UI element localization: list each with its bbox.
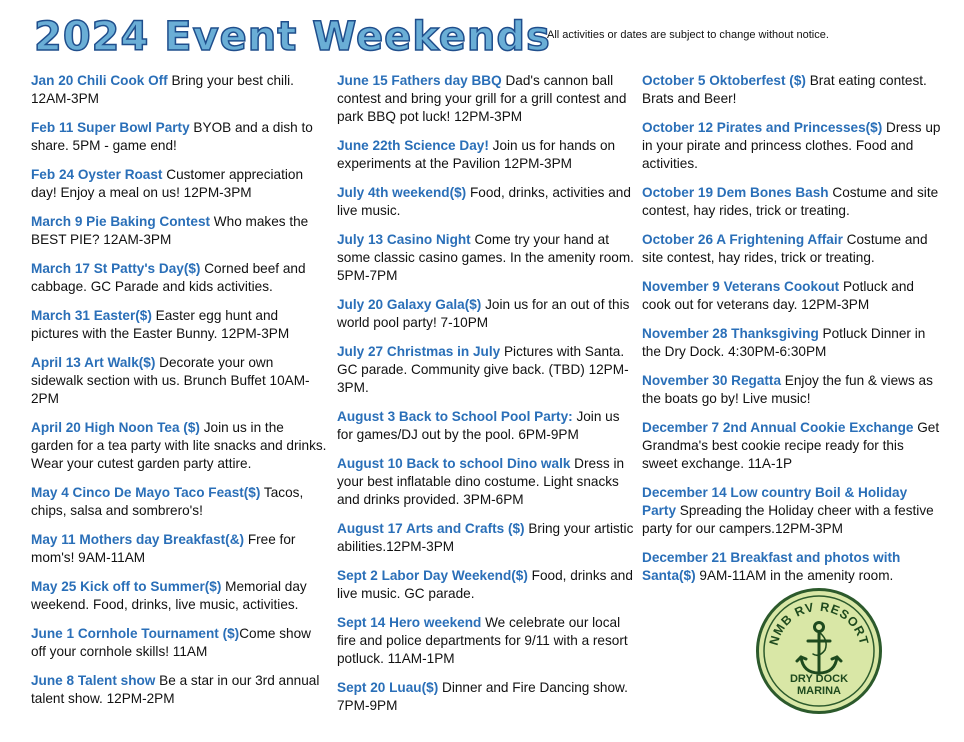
- event-name: June 22th Science Day!: [337, 138, 489, 153]
- event-description: Be a star in our 3rd annual talent show. 12PM-2PM: [31, 673, 320, 706]
- seal-line-1: DRY DOCK: [789, 673, 849, 685]
- event-description: Memorial day weekend. Food, drinks, live music, activities.: [31, 579, 307, 612]
- event-description: Spreading the Holiday cheer with a festive party for our campers.12PM-3PM: [642, 503, 934, 536]
- event-description: Food, drinks, activities and live music.: [337, 185, 631, 218]
- event-item: [337, 614, 635, 668]
- event-description: Who makes the BEST PIE? 12AM-3PM: [31, 214, 309, 247]
- event-item: [337, 231, 635, 285]
- event-item: [642, 419, 942, 473]
- event-name: August 17 Arts and Crafts ($): [337, 521, 525, 536]
- event-description: Join us for games/DJ out by the pool. 6PM-9PM: [337, 409, 620, 442]
- event-item: [31, 72, 327, 108]
- event-name: Feb 11 Super Bowl Party: [31, 120, 190, 135]
- event-item: [337, 296, 635, 332]
- event-description: Dress in your best inflatable dino costume. Light snacks and drinks provided. 3PM-6PM: [337, 456, 625, 507]
- event-name: June 1 Cornhole Tournament ($): [31, 626, 240, 641]
- event-description: Come try your hand at some classic casino games. In the amenity room. 5PM-7PM: [337, 232, 634, 283]
- event-name: April 13 Art Walk($): [31, 355, 156, 370]
- event-item: [31, 260, 327, 296]
- event-description: Corned beef and cabbage. GC Parade and kids activities.: [31, 261, 306, 294]
- event-name: May 25 Kick off to Summer($): [31, 579, 222, 594]
- event-name: Sept 20 Luau($): [337, 680, 439, 695]
- event-description: Decorate your own sidewalk section with us. Brunch Buffet 10AM-2PM: [31, 355, 310, 406]
- event-name: Sept 2 Labor Day Weekend($): [337, 568, 528, 583]
- event-item: [642, 549, 942, 585]
- event-item: [337, 343, 635, 397]
- event-description: Potluck and cook out for veterans day. 12PM-3PM: [642, 279, 914, 312]
- anchor-logo-icon: [759, 591, 879, 711]
- event-description: Brat eating contest. Brats and Beer!: [642, 73, 927, 106]
- event-name: November 30 Regatta: [642, 373, 782, 388]
- event-description: BYOB and a dish to share. 5PM - game end!: [31, 120, 313, 153]
- event-item: [642, 184, 942, 220]
- event-item: [642, 72, 942, 108]
- event-description: Get Grandma's best cookie recipe ready for this sweet exchange. 11A-1P: [642, 420, 940, 471]
- event-item: [337, 567, 635, 603]
- event-description: Costume and site contest, hay rides, trick or treating.: [642, 232, 928, 265]
- event-name: May 11 Mothers day Breakfast(&): [31, 532, 245, 547]
- event-item: [31, 484, 327, 520]
- event-description: Dress up in your pirate and princess clothes. Food and activities.: [642, 120, 941, 171]
- seal-top-text: NMB RV RESORT: [766, 599, 872, 647]
- event-item: [31, 419, 327, 473]
- event-description: Costume and site contest, hay rides, trick or treating.: [642, 185, 939, 218]
- event-name: October 19 Dem Bones Bash: [642, 185, 829, 200]
- event-item: [31, 213, 327, 249]
- event-name: December 21 Breakfast and photos with Santa($): [642, 550, 901, 583]
- event-name: June 8 Talent show: [31, 673, 156, 688]
- event-name: April 20 High Noon Tea ($): [31, 420, 200, 435]
- event-name: March 31 Easter($): [31, 308, 152, 323]
- event-name: December 14 Low country Boil & Holiday Party: [642, 485, 908, 518]
- event-name: August 3 Back to School Pool Party:: [337, 409, 573, 424]
- event-description: Potluck Dinner in the Dry Dock. 4:30PM-6:30PM: [642, 326, 926, 359]
- event-description: Come show off your cornhole skills! 11AM: [31, 626, 311, 659]
- event-item: [642, 278, 942, 314]
- event-item: [31, 166, 327, 202]
- event-name: March 9 Pie Baking Contest: [31, 214, 211, 229]
- event-name: June 15 Fathers day BBQ: [337, 73, 502, 88]
- event-description: Food, drinks and live music. GC parade.: [337, 568, 633, 601]
- event-name: October 12 Pirates and Princesses($): [642, 120, 883, 135]
- event-item: [31, 625, 327, 661]
- event-item: [642, 231, 942, 267]
- event-description: Bring your best chili. 12AM-3PM: [31, 73, 294, 106]
- event-description: 9AM-11AM in the amenity room.: [695, 568, 894, 583]
- event-item: [337, 72, 635, 126]
- event-name: October 5 Oktoberfest ($): [642, 73, 806, 88]
- event-description: Free for mom's! 9AM-11AM: [31, 532, 296, 565]
- event-description: Bring your artistic abilities.12PM-3PM: [337, 521, 634, 554]
- events-column-2: [337, 72, 635, 726]
- event-item: [337, 408, 635, 444]
- event-name: December 7 2nd Annual Cookie Exchange: [642, 420, 914, 435]
- event-name: Sept 14 Hero weekend: [337, 615, 482, 630]
- event-description: Enjoy the fun & views as the boats go by! Live music!: [642, 373, 933, 406]
- seal-line-2: MARINA: [797, 685, 841, 697]
- events-column-1: [31, 72, 327, 719]
- event-item: [642, 372, 942, 408]
- event-item: [31, 307, 327, 343]
- event-item: [642, 119, 942, 173]
- event-description: Dinner and Fire Dancing show. 7PM-9PM: [337, 680, 628, 713]
- event-description: Join us for an out of this world pool party! 7-10PM: [337, 297, 630, 330]
- event-description: Easter egg hunt and pictures with the Easter Bunny. 12PM-3PM: [31, 308, 290, 341]
- event-item: [31, 531, 327, 567]
- event-item: [642, 484, 942, 538]
- event-name: November 28 Thanksgiving: [642, 326, 819, 341]
- event-description: Tacos, chips, salsa and sombrero's!: [31, 485, 304, 518]
- event-item: [31, 578, 327, 614]
- events-column-3: [642, 72, 942, 596]
- event-description: Pictures with Santa. GC parade. Community give back. (TBD) 12PM-3PM.: [337, 344, 629, 395]
- event-item: [337, 137, 635, 173]
- event-description: Customer appreciation day! Enjoy a meal on us! 12PM-3PM: [31, 167, 304, 200]
- page-title: 2024 Event Weekends: [34, 14, 551, 60]
- event-name: March 17 St Patty's Day($): [31, 261, 201, 276]
- event-description: Join us in the garden for a tea party with lite snacks and drinks. Wear your cutest garden party attire.: [31, 420, 327, 471]
- event-item: [337, 520, 635, 556]
- anchor-icon: [797, 623, 841, 674]
- event-name: July 13 Casino Night: [337, 232, 471, 247]
- event-item: [337, 679, 635, 715]
- event-name: Jan 20 Chili Cook Off: [31, 73, 168, 88]
- disclaimer: All activities or dates are subject to change without notice.: [547, 29, 829, 41]
- event-name: August 10 Back to school Dino walk: [337, 456, 571, 471]
- event-item: [337, 455, 635, 509]
- event-name: July 27 Christmas in July: [337, 344, 501, 359]
- resort-seal-logo: [756, 588, 882, 714]
- event-name: Feb 24 Oyster Roast: [31, 167, 163, 182]
- event-item: [337, 184, 635, 220]
- event-item: [31, 354, 327, 408]
- event-name: July 20 Galaxy Gala($): [337, 297, 482, 312]
- event-name: October 26 A Frightening Affair: [642, 232, 843, 247]
- event-description: Join us for hands on experiments at the Pavilion 12PM-3PM: [337, 138, 616, 171]
- event-name: July 4th weekend($): [337, 185, 467, 200]
- event-item: [642, 325, 942, 361]
- event-name: November 9 Veterans Cookout: [642, 279, 840, 294]
- event-name: May 4 Cinco De Mayo Taco Feast($): [31, 485, 261, 500]
- event-item: [31, 672, 327, 708]
- event-item: [31, 119, 327, 155]
- event-description: Dad's cannon ball contest and bring your grill for a grill contest and park BBQ pot luck! 12PM-3PM: [337, 73, 627, 124]
- event-description: We celebrate our local fire and police departments for 9/11 with a resort potluck. 11AM-1PM: [337, 615, 628, 666]
